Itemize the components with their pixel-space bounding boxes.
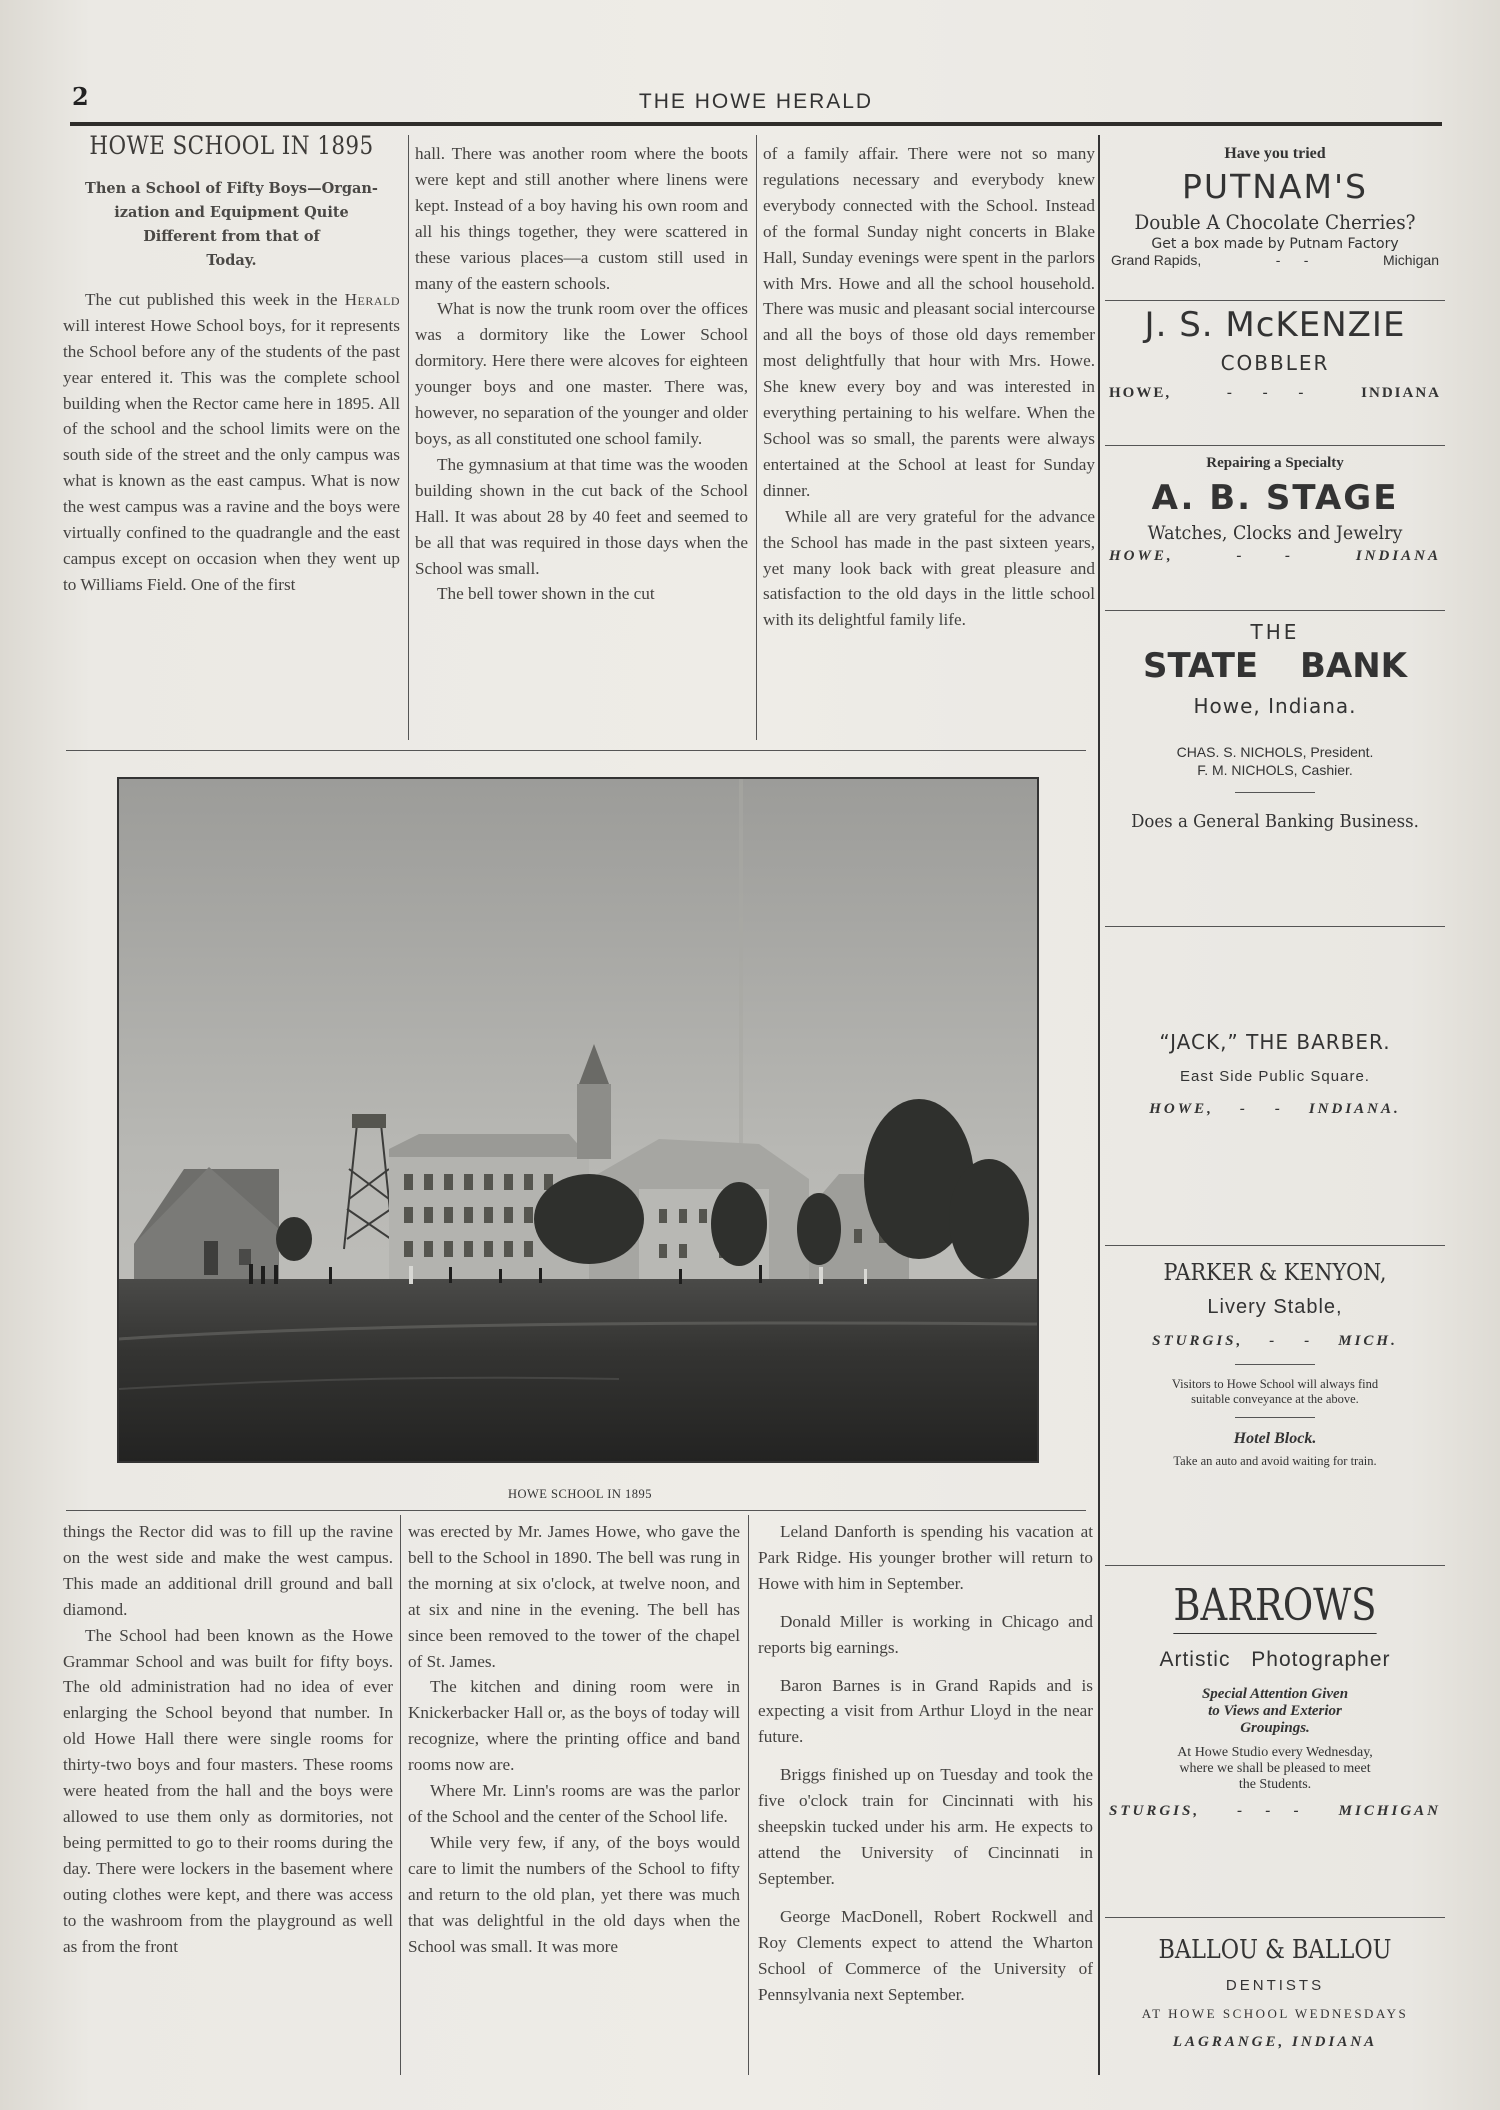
paragraph: things the Rector did was to fill up the ravine on the west side and make the west campus. This made an additional drill ground and ball diamond. — [63, 1522, 393, 1619]
column-rule — [408, 135, 409, 740]
news-briefs — [758, 1519, 1093, 2019]
column-rule — [748, 1515, 749, 2075]
article-column-1 — [63, 133, 400, 598]
paragraph: The cut published this week in the Herald will interest Howe School boys, for it represents the School before any of the students of the past year entered it. This was the complete school building when the Rector came here in 1895. All of the school and the school limits were on the south side of the street and the only campus was what is known as the east campus. What is now the west campus was a ravine and the boys were virtually confined to the quadrangle and the east campus except on occasion when they went up to Williams Field. One of the first — [63, 289, 400, 594]
school-photograph — [117, 777, 1039, 1463]
photo-caption: HOWE SCHOOL IN 1895 — [507, 1487, 653, 1501]
paragraph: The gymnasium at that time was the wooden building shown in the cut back of the School Hall. It was about 28 by 40 feet and seemed to be all that was required in those days when the School was small. — [415, 454, 748, 578]
news-item: Leland Danforth is spending his vacation at Park Ridge. His younger brother will return to Howe with him in September. — [758, 1522, 1093, 1593]
section-rule — [66, 1510, 1086, 1511]
news-item: Briggs finished up on Tuesday and took the five o'clock train for Cincinnati with his sheepskin tucked under his arm. He expects to attend the University of Cincinnati in September. — [758, 1765, 1093, 1888]
paragraph: While very few, if any, of the boys would care to limit the numbers of the School to fifty and return to the old plan, yet there was much that was delightful in the old days when the School was small. It was more — [408, 1832, 740, 1956]
page-number: 2 — [72, 82, 89, 111]
news-item: Baron Barnes is in Grand Rapids and is expecting a visit from Arthur Lloyd in the near future. — [758, 1675, 1093, 1747]
article-column-5 — [408, 1519, 740, 1959]
article-subhead: Then a School of Fifty Boys—Organ- ization and Equipment Quite Different from that of Today. — [85, 179, 378, 269]
paragraph: hall. There was another room where the boots were kept and still another where linens were kept. Instead of a boy having his own room and all his things together, they were scattered in these various places—a custom still used in many of the eastern schools. — [415, 144, 748, 293]
ad-ballou: BALLOU & BALLOU DENTISTS AT HOWE SCHOOL WEDNESDAYS LAGRANGE, INDIANA — [1141, 1935, 1409, 2050]
paragraph: While all are very grateful for the advance the School has made in the past sixteen years, yet many look back with great pleasure and satisfaction to the old days in the little school with its delightful family life. — [763, 506, 1095, 630]
ad-stage: Repairing a Specialty A. B. STAGE Watches, Clocks and Jewelry HOWE, - - INDIANA — [1109, 455, 1441, 564]
news-item: Donald Miller is working in Chicago and reports big earnings. — [758, 1611, 1093, 1657]
paragraph: Where Mr. Linn's rooms are was the parlor of the School and the center of the School life. — [408, 1781, 740, 1826]
section-rule — [66, 750, 1086, 751]
article-headline: HOWE SCHOOL IN 1895 — [89, 131, 374, 160]
photo-illustration — [119, 779, 1037, 1461]
column-rule — [400, 1515, 401, 2075]
paragraph: of a family affair. There were not so many regulations necessary and everybody knew everybody connected with the School. Instead of the formal Sunday night concerts in Blake Hall, Sunday evenings were spent in the parlors with Mrs. Howe and all the school household. There was music and pleasant social intercourse and all the boys of those old days remember most delightfully that hour with Mrs. Howe. She knew every boy and was interested in everything pertaining to his welfare. When the School was so small, the parents were always entertained at the School at least for Sunday dinner. — [763, 144, 1095, 500]
paragraph: was erected by Mr. James Howe, who gave the bell to the School in 1890. The bell was rung in the morning at six o'clock, at twelve noon, and at six and nine in the evening. The bell has since been removed to the tower of the chapel of St. James. — [408, 1522, 740, 1671]
masthead — [70, 82, 1442, 126]
column-rule — [756, 135, 757, 740]
ad-barrows: BARROWS Artistic Photographer Special Attention Given to Views and Exterior Groupings. At Howe Studio every Wednesday, where we shall be pleased to meet the Students. STURGIS, - - - MICHIGAN — [1109, 1580, 1441, 1819]
news-item: George MacDonell, Robert Rockwell and Roy Clements expect to attend the Wharton School of Commerce of the University of Pennsylvania next September. — [758, 1906, 1093, 2004]
article-column-3 — [763, 141, 1095, 633]
paragraph: The kitchen and dining room were in Knickerbacker Hall or, as the boys of today will recognize, where the printing office and band rooms now are. — [408, 1677, 740, 1775]
paragraph: The bell tower shown in the cut — [437, 584, 655, 604]
ad-parker-kenyon: PARKER & KENYON, Livery Stable, STURGIS, - - MICH. Visitors to Howe School will always find suitable conveyance at the above. Hotel Block. Take an auto and avoid waiting for train. — [1152, 1260, 1398, 1468]
ad-jack-barber: “JACK,” THE BARBER. East Side Public Square. HOWE, - - INDIANA. — [1149, 1030, 1401, 1117]
ad-column-rule — [1098, 135, 1100, 2075]
article-column-4 — [63, 1519, 393, 1959]
ad-mckenzie: J. S. McKENZIE COBBLER HOWE, - - - INDIANA — [1109, 305, 1441, 401]
paragraph: The School had been known as the Howe Grammar School and was built for fifty boys. The old administration had no idea of ever enlarging the School beyond that number. In old Howe Hall there were single rooms for thirty-two boys and four masters. These rooms were heated from the hall and the boys were allowed to use them only as dormitories, not being permitted to go to their rooms during the day. There were lockers in the basement where outing clothes were kept, and there was access to the washroom from the playground as well as from the front — [63, 1625, 393, 1956]
article-column-2 — [415, 141, 748, 607]
ad-state-bank: THE STATE BANK Howe, Indiana. CHAS. S. NICHOLS, President. F. M. NICHOLS, Cashier. Does a General Banking Business. — [1131, 620, 1419, 832]
paragraph: What is now the trunk room over the offices was a dormitory like the Lower School dormitory. Here there were alcoves for eighteen younger boys and one master. There was, however, no separation of the younger and older boys, as all constituted one school family. — [415, 299, 748, 448]
paper-name: THE HOWE HERALD — [638, 90, 874, 113]
ad-putnam: Have you tried PUTNAM'S Double A Chocolate Cherries? Get a box made by Putnam Factory Grand Rapids, - - Michigan — [1111, 145, 1439, 268]
